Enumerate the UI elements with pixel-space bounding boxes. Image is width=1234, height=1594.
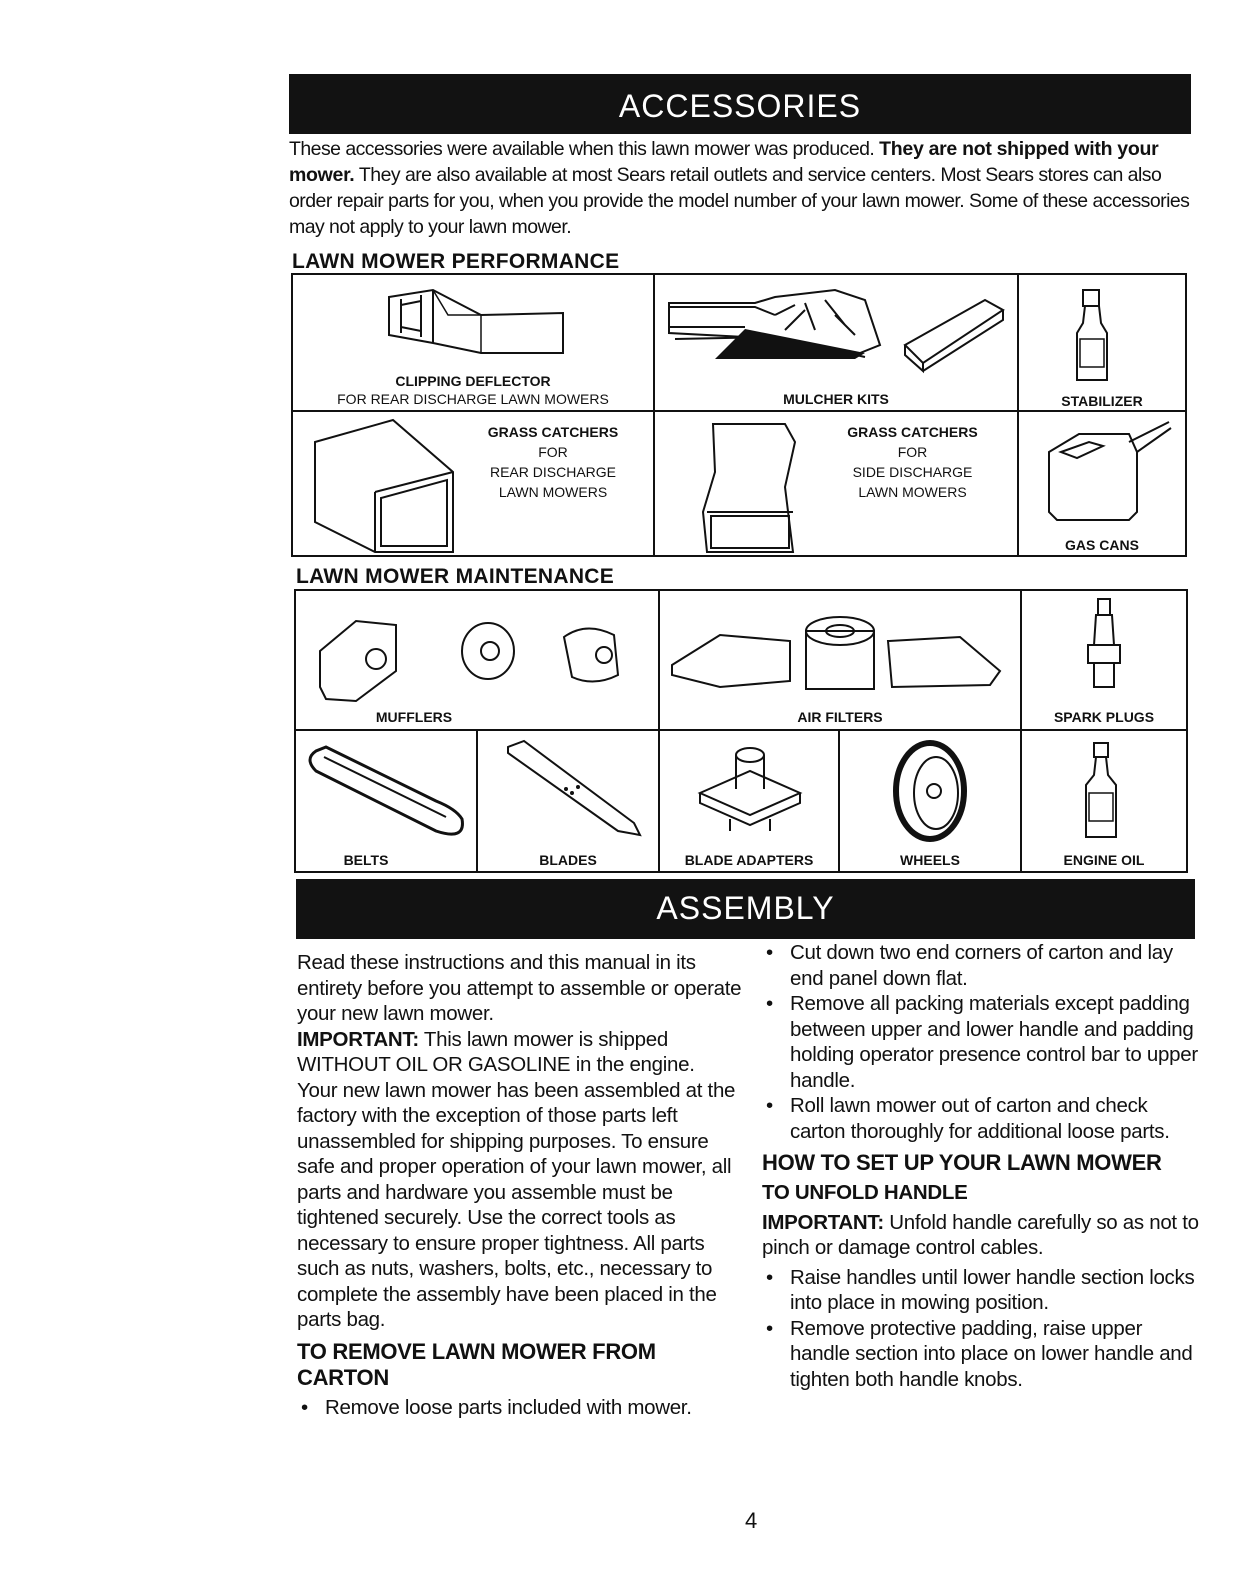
blade-icon <box>478 731 658 869</box>
air-filters-cell <box>660 591 1022 731</box>
belt-icon <box>296 731 476 869</box>
assembly-important-paragraph <box>297 1027 747 1078</box>
performance-title: LAWN MOWER PERFORMANCE <box>292 250 620 273</box>
list-item: • Raise handles until lower handle section locks into place in mowing position. <box>766 1265 1195 1314</box>
spark-plugs-label: SPARK PLUGS <box>1053 709 1155 725</box>
list-item: • Remove loose parts included with mower. <box>301 1395 692 1419</box>
side-grass-catchers-cell <box>655 412 1019 557</box>
accessories-banner <box>289 74 1191 134</box>
intro-text-1: These accessories were available when this lawn mower was produced. <box>289 138 875 160</box>
assembly-factory-paragraph: Your new lawn mower has been assembled at the factory with the exception of those parts left unassembled for shipping purposes. To ensure safe and proper operation of your lawn mower, all parts and hardware you assemble must be tightened securely. Use the correct tools as necessary to ensure proper tightness. All parts such as nuts, washers, bolts, etc., necessary to complete the assembly have been placed in the parts bag. <box>297 1078 736 1331</box>
page-number: 4 <box>745 1508 758 1533</box>
wheel-icon <box>840 731 1020 869</box>
assembly-left-column <box>297 950 747 1420</box>
side-catchers-line1: GRASS CATCHERS <box>847 424 978 440</box>
intro-text-2: They are also available at most Sears retail outlets and service centers. Most Sears stores can also order repair parts for you, when you provide the model number of your lawn mower. Some of these accessories may not apply to your lawn mower. <box>289 164 1190 238</box>
clipping-deflector-cell <box>293 275 655 412</box>
gas-can-icon <box>1019 412 1185 555</box>
rear-catchers-line3: REAR DISCHARGE <box>489 464 617 480</box>
setup-heading: HOW TO SET UP YOUR LAWN MOWER <box>762 1150 1162 1175</box>
gas-cans-label: GAS CANS <box>1065 537 1139 553</box>
accessories-intro <box>289 136 1194 240</box>
unfold-important-paragraph <box>762 1210 1202 1261</box>
assembly-title: ASSEMBLY <box>656 890 835 926</box>
remove-from-carton-heading: TO REMOVE LAWN MOWER FROM CARTON <box>297 1338 656 1390</box>
intro-bold: They are not shipped with your mower. <box>289 138 1159 186</box>
stabilizer-label: STABILIZER <box>1061 393 1143 409</box>
important-text: Unfold handle carefully so as not to pinch or damage control cables. <box>762 1210 1199 1259</box>
clipping-deflector-label: CLIPPING DEFLECTOR <box>395 373 551 389</box>
blade-adapters-cell <box>660 731 840 871</box>
wheels-label: WHEELS <box>900 852 960 868</box>
maintenance-title: LAWN MOWER MAINTENANCE <box>296 565 615 588</box>
blades-cell <box>478 731 660 871</box>
clipping-deflector-sublabel: FOR REAR DISCHARGE LAWN MOWERS <box>337 391 609 407</box>
performance-grid <box>291 273 1187 557</box>
assembly-banner <box>296 879 1195 939</box>
belts-cell <box>296 731 478 871</box>
mulcher-kit-icon <box>655 275 1017 410</box>
engine-oil-cell <box>1022 731 1188 871</box>
mufflers-cell <box>296 591 660 731</box>
stabilizer-cell <box>1019 275 1187 412</box>
assembly-read-paragraph: Read these instructions and this manual in its entirety before you attempt to assemble or operate your new lawn mower. <box>297 951 742 1025</box>
air-filters-label: AIR FILTERS <box>797 709 883 725</box>
accessories-title: ACCESSORIES <box>618 88 862 124</box>
engine-oil-bottle-icon <box>1022 731 1186 869</box>
list-item: • Remove all packing materials except padding between upper and lower handle and padding holding operator presence control bar to upper handle. <box>766 992 1198 1092</box>
blades-label: BLADES <box>539 852 597 868</box>
side-catchers-line2: FOR <box>897 444 928 460</box>
assembly-right-column <box>762 940 1202 1392</box>
spark-plugs-cell <box>1022 591 1188 731</box>
side-catchers-line4: LAWN MOWERS <box>858 484 967 500</box>
important-text: This lawn mower is shipped WITHOUT OIL OR GASOLINE in the engine. <box>297 1027 695 1076</box>
important-label: IMPORTANT: <box>762 1210 884 1234</box>
list-item: • Remove protective padding, raise upper handle section into place on lower handle and tighten both handle knobs. <box>766 1316 1193 1391</box>
important-label: IMPORTANT: <box>297 1027 419 1051</box>
gas-cans-cell <box>1019 412 1187 557</box>
list-item: • Cut down two end corners of carton and lay end panel down flat. <box>766 941 1173 990</box>
mulcher-kits-cell <box>655 275 1019 412</box>
unfold-handle-heading: TO UNFOLD HANDLE <box>762 1181 968 1204</box>
wheels-cell <box>840 731 1022 871</box>
side-catchers-line3: SIDE DISCHARGE <box>852 464 973 480</box>
rear-catchers-line1: GRASS CATCHERS <box>487 424 619 440</box>
engine-oil-label: ENGINE OIL <box>1063 852 1145 868</box>
mulcher-kits-label: MULCHER KITS <box>783 391 889 407</box>
stabilizer-bottle-icon <box>1019 275 1185 410</box>
maintenance-grid <box>294 589 1188 873</box>
mufflers-label: MUFFLERS <box>375 709 453 725</box>
rear-catchers-line4: LAWN MOWERS <box>498 484 608 500</box>
rear-grass-catchers-cell <box>293 412 655 557</box>
list-item: • Roll lawn mower out of carton and check carton thoroughly for additional loose parts. <box>766 1094 1170 1143</box>
belts-label: BELTS <box>343 852 389 868</box>
blade-adapter-icon <box>660 731 838 869</box>
rear-catchers-line2: FOR <box>538 444 568 460</box>
blade-adapters-label: BLADE ADAPTERS <box>684 852 814 868</box>
